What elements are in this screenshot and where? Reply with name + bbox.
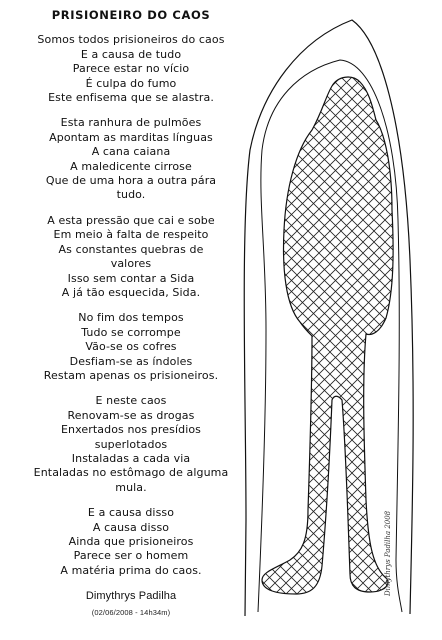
poem-line: Vão-se os cofres (85, 340, 177, 354)
poem-line: Esta ranhura de pulmões (60, 116, 202, 130)
poem-line: Desfiam-se as índoles (69, 354, 193, 368)
poem-line: Que de uma hora a outra pára (45, 174, 217, 188)
poem-line: superlotados (94, 437, 168, 451)
artist-signature: Dimythrys Padilha 2008 (384, 510, 392, 596)
poem-line: No fim dos tempos (78, 311, 184, 325)
poem-line: Tudo se corrompe (81, 325, 181, 339)
poem-line: E a causa de tudo (80, 47, 182, 61)
poem-line: valores (110, 257, 152, 271)
poem-line: A já tão esquecida, Sida. (61, 285, 201, 299)
poem-line: A maledicente cirrose (70, 159, 192, 173)
poem-line: A esta pressão que cai e sobe (47, 213, 215, 227)
poem-line: Ainda que prisioneiros (68, 535, 194, 548)
poem-line: A matéria prima do caos. (60, 563, 202, 577)
poem-title: PRISIONEIRO DO CAOS (51, 8, 211, 22)
poem-line: A cana caiana (91, 145, 171, 159)
poem-line: mula. (115, 480, 147, 494)
poem-date: (02/06/2008 - 14h34m) (91, 607, 171, 617)
poem-line: Em meio à falta de respeito (53, 228, 209, 242)
poem-line: Somos todos prisioneiros do caos (37, 33, 225, 47)
poem-line: É culpa do fumo (85, 76, 177, 90)
author-name: Dimythrys Padilha (85, 590, 177, 603)
poem-line: Enxertados nos presídios (60, 423, 202, 437)
poem-line: E neste caos (95, 394, 167, 408)
poem-line: Entaladas no estômago de alguma (33, 466, 229, 480)
poem-line: A causa disso (92, 520, 170, 534)
human-silhouette (262, 77, 393, 594)
poem-line: Apontam as marditas línguas (49, 130, 213, 144)
poem-line: Renovam-se as drogas (67, 408, 195, 422)
poem-line: As constantes quebras de (58, 242, 204, 256)
poem-line: E a causa disso (87, 506, 175, 520)
poem-line: Isso sem contar a Sida (67, 271, 195, 285)
poem-line: Parece estar no vício (72, 62, 190, 76)
poem-line: Este enfisema que se alastra. (48, 91, 214, 105)
poem-line: tudo. (116, 188, 146, 202)
poem-line: Restam apenas os prisioneiros. (43, 368, 219, 382)
poem-line: Instaladas a cada via (71, 451, 191, 465)
poem-line: Parece ser o homem (73, 549, 189, 563)
